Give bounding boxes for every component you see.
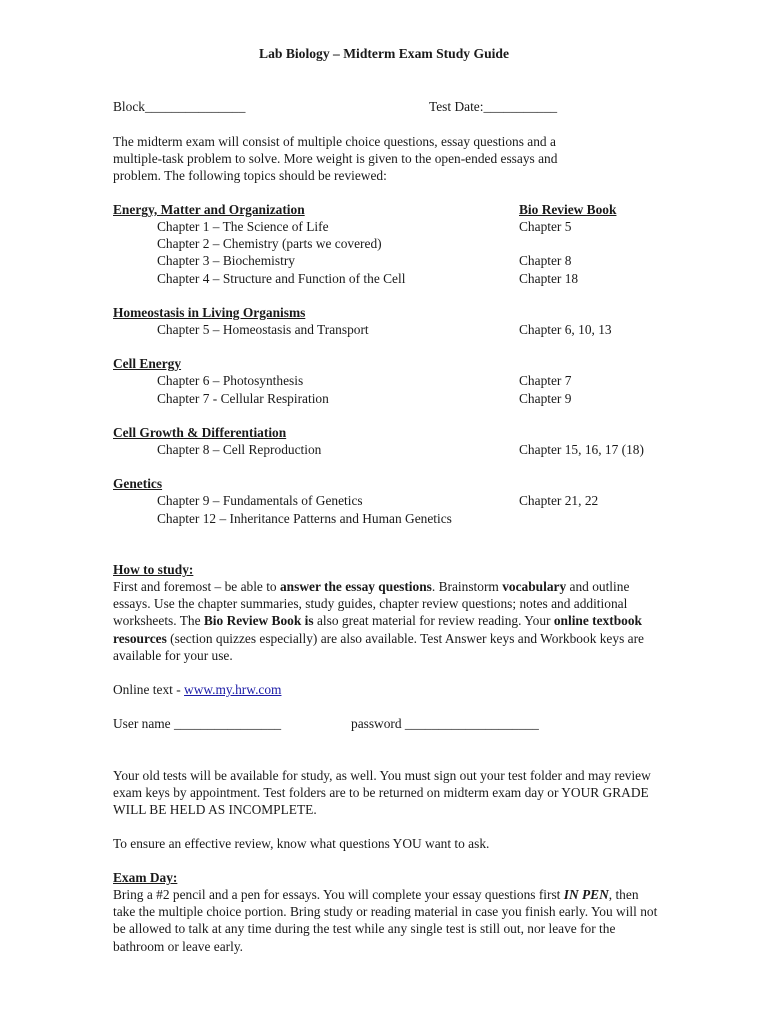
chapter-item: Chapter 7 - Cellular Respiration [157,391,329,406]
review-book-header: Bio Review Book [519,202,617,217]
review-chapter: Chapter 6, 10, 13 [519,322,612,337]
unit-heading: Cell Energy [113,356,182,371]
block-field: Block_______________ [113,99,246,114]
unit-heading: Cell Growth & Differentiation [113,425,287,440]
unit-heading: Homeostasis in Living Organisms [113,305,306,320]
exam-day-heading: Exam Day: [113,870,178,885]
review-chapter: Chapter 5 [519,219,572,234]
unit-heading: Genetics [113,476,163,491]
review-chapter: Chapter 9 [519,391,572,406]
review-chapter: Chapter 15, 16, 17 (18) [519,442,644,457]
chapter-item: Chapter 9 – Fundamentals of Genetics [157,493,363,508]
online-text-line: Online text - www.my.hrw.com [113,682,282,697]
review-tip: To ensure an effective review, know what questions YOU want to ask. [113,836,490,851]
review-chapter: Chapter 8 [519,253,572,268]
unit-heading: Energy, Matter and Organization [113,202,305,217]
chapter-item: Chapter 1 – The Science of Life [157,219,329,234]
intro-line-2: multiple-task problem to solve. More weight is given to the open-ended essays and [113,151,558,166]
chapter-item: Chapter 3 – Biochemistry [157,253,295,268]
username-field: User name ________________ [113,716,282,731]
how-to-study-paragraph: First and foremost – be able to answer the essay questions. Brainstorm vocabulary and outline essays. Use the chapter summaries, study guides, chapter review questions; notes and additional worksheets. The Bio Review Book is also great material for review reading. Your online textbook resources (section quizzes especially) are also available. Test Answer keys and Workbook keys are available for your use. [113,579,644,663]
page-title: Lab Biology – Midterm Exam Study Guide [259,46,509,61]
chapter-item: Chapter 5 – Homeostasis and Transport [157,322,369,337]
chapter-item: Chapter 12 – Inheritance Patterns and Human Genetics [157,511,452,526]
chapter-item: Chapter 2 – Chemistry (parts we covered) [157,236,382,251]
exam-day-paragraph: Bring a #2 pencil and a pen for essays. You will complete your essay questions first IN PEN, then take the multiple choice portion. Bring study or reading material in case you finish early. You will not be allowed to talk at any time during the test while any single test is still out, nor leave for the bathroom or leave early. [113,887,658,954]
test-date-field: Test Date:___________ [429,99,558,114]
chapter-item: Chapter 8 – Cell Reproduction [157,442,322,457]
old-tests-paragraph: Your old tests will be available for study, as well. You must sign out your test folder and may review exam keys by appointment. Test folders are to be returned on midterm exam day or YOUR GRADE WILL BE HELD AS INCOMPLETE. [113,768,651,818]
intro-line-3: problem. The following topics should be reviewed: [113,168,387,183]
review-chapter: Chapter 18 [519,271,579,286]
password-field: password ____________________ [351,716,539,731]
review-chapter: Chapter 7 [519,373,572,388]
review-chapter: Chapter 21, 22 [519,493,599,508]
chapter-item: Chapter 6 – Photosynthesis [157,373,304,388]
how-to-study-heading: How to study: [113,562,194,577]
intro-line-1: The midterm exam will consist of multiple choice questions, essay questions and a [113,134,556,149]
chapter-item: Chapter 4 – Structure and Function of the Cell [157,271,406,286]
online-text-link[interactable]: www.my.hrw.com [184,682,282,697]
